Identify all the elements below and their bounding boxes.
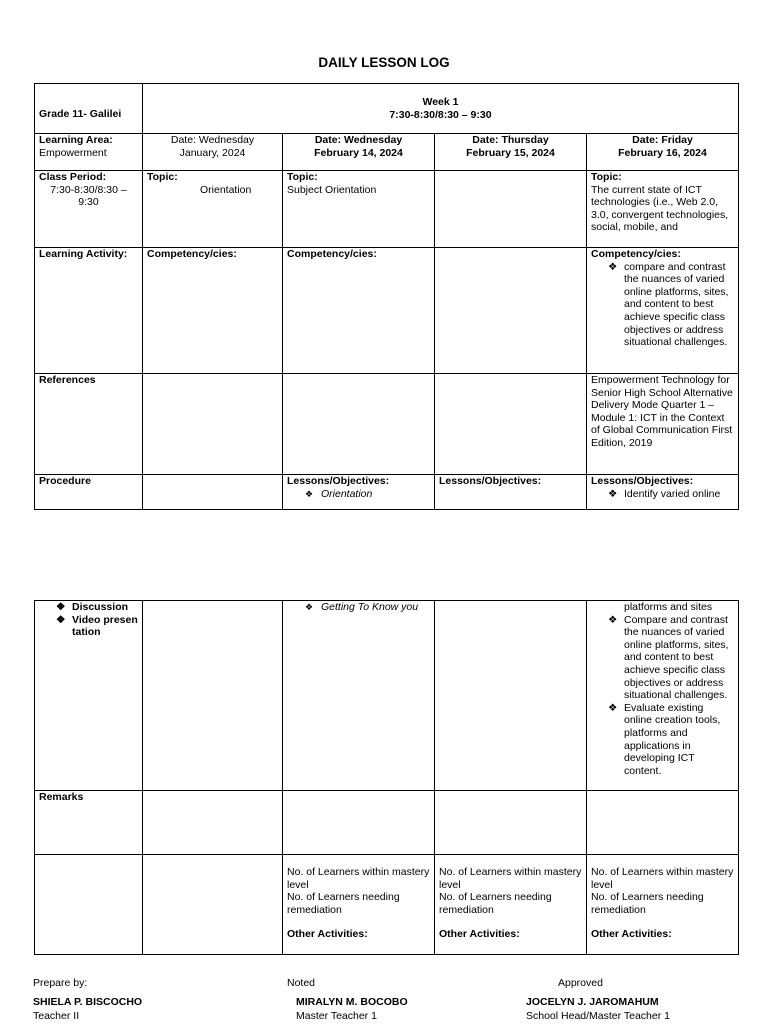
lessons-label: Lessons/Objectives: [591, 475, 694, 487]
procedure-label: Procedure [39, 475, 91, 487]
time-label: 7:30-8:30/8:30 – 9:30 [389, 108, 492, 121]
prepared-role: Teacher II [33, 1010, 80, 1022]
list-item [287, 488, 430, 501]
procedure-cell-4 [587, 475, 739, 510]
procedure-continued-row [35, 601, 739, 791]
procedure-cell-3 [435, 475, 587, 510]
noted-label: Noted [287, 977, 316, 989]
header-row [35, 84, 739, 134]
remarks-cell-1 [143, 791, 283, 855]
topic-label: Topic: [147, 171, 178, 183]
week-cell [143, 84, 739, 134]
list-item [39, 601, 138, 614]
other-activities-label: Other Activities: [287, 928, 368, 941]
method-text: Discussion [72, 601, 129, 613]
topic-row [35, 171, 739, 248]
reflection-cell-4 [587, 855, 739, 955]
topic-value: Subject Orientation [287, 183, 377, 196]
list-item [591, 488, 734, 501]
activity-row [35, 248, 739, 374]
references-cell-3 [435, 374, 587, 475]
procedure-cont-cell-4 [587, 601, 739, 791]
remediation-text: No. of Learners needing remediation [287, 891, 400, 916]
date-cell-3 [435, 134, 587, 171]
references-cell-1 [143, 374, 283, 475]
date-2-label: Date: Wednesday [314, 134, 403, 146]
references-cell-2 [283, 374, 435, 475]
procedure-row [35, 475, 739, 510]
method-list [39, 601, 138, 639]
date-cell-1 [143, 134, 283, 171]
approved-role: School Head/Master Teacher 1 [526, 1010, 670, 1022]
topic-cell-1 [143, 171, 283, 248]
page-title: DAILY LESSON LOG [318, 55, 450, 70]
procedure-cont-cell-3 [435, 601, 587, 791]
remarks-cell-3 [435, 791, 587, 855]
learning-activity-cell [35, 248, 143, 374]
remarks-cell-4 [587, 791, 739, 855]
remarks-label: Remarks [39, 791, 84, 803]
class-period-label: Class Period: [39, 171, 107, 183]
competency-list [591, 261, 734, 349]
objective-list [591, 614, 734, 778]
class-period-cell [35, 171, 143, 248]
noted-name: MIRALYN M. BOCOBO [296, 996, 408, 1008]
mastery-text: No. of Learners within mastery level [591, 866, 734, 891]
topic-label: Topic: [287, 171, 318, 183]
lessons-label: Lessons/Objectives: [439, 475, 542, 487]
topic-label: Topic: [591, 171, 622, 183]
competency-label: Competency/cies: [591, 248, 681, 260]
competency-label: Competency/cies: [147, 248, 237, 260]
competency-cell-3 [435, 248, 587, 374]
date-cell-2 [283, 134, 435, 171]
procedure-cont-cell-1 [143, 601, 283, 791]
four-diamond-bullet-icon: ❖ [305, 602, 314, 612]
diamond-bullet-icon: ❖ [56, 601, 66, 613]
date-3-label: Date: Thursday [472, 134, 549, 146]
date-1-value: January, 2024 [179, 146, 246, 159]
remediation-text: No. of Learners needing remediation [591, 891, 704, 916]
date-2-value: February 14, 2024 [314, 146, 403, 159]
competency-cell-4 [587, 248, 739, 374]
prepared-by-label: Prepare by: [33, 977, 88, 989]
reflection-cell-2 [283, 855, 435, 955]
approved-name: JOCELYN J. JAROMAHUM [526, 996, 659, 1008]
list-item [591, 614, 734, 702]
diamond-bullet-icon: ❖ [56, 613, 66, 626]
mastery-text: No. of Learners within mastery level [287, 866, 430, 891]
other-activities-label: Other Activities: [439, 928, 520, 941]
date-1-label: Date: Wednesday [170, 134, 255, 146]
grade-label: Grade 11- Galilei [39, 108, 122, 121]
reflection-cell-1 [143, 855, 283, 955]
topic-cell-2 [283, 171, 435, 248]
reflection-cell-3 [435, 855, 587, 955]
procedure-label-cell [35, 475, 143, 510]
references-label: References [39, 374, 96, 386]
reflection-label-cell [35, 855, 143, 955]
lesson-text: Identify varied online [624, 487, 721, 500]
mastery-text: No. of Learners within mastery level [439, 866, 582, 891]
prepared-name: SHIELA P. BISCOCHO [33, 996, 143, 1008]
lesson-text: platforms and sites [624, 601, 713, 613]
references-row [35, 374, 739, 475]
competency-text: compare and contrast the nuances of varied online platforms, sites, and content to best achieve specific class objectives or address situational challenges. [624, 260, 729, 349]
remarks-label-cell [35, 791, 143, 855]
objective-text: Compare and contrast the nuances of varied online platforms, sites, and content to best achieve specific class objectives or address situational challenges. [624, 613, 729, 702]
dates-row [35, 134, 739, 171]
date-cell-4 [587, 134, 739, 171]
competency-label: Competency/cies: [287, 248, 377, 260]
method-text: Video presentation [72, 613, 138, 639]
diamond-bullet-icon: ❖ [608, 487, 618, 500]
lessons-label: Lessons/Objectives: [287, 475, 390, 487]
references-value: Empowerment Technology for Senior High School Alternative Delivery Mode Quarter 1 – Module 1: ICT in the Context of Global Communication First Edition, 2019 [591, 374, 733, 449]
topic-cell-3 [435, 171, 587, 248]
lesson-text: Getting To Know you [321, 601, 419, 613]
learning-area-cell [35, 134, 143, 171]
procedure-cell-1 [143, 475, 283, 510]
topic-value: Orientation [200, 183, 252, 196]
class-period-value: 7:30-8:30/8:30 – 9:30 [50, 183, 127, 209]
list-item [591, 261, 734, 349]
competency-cell-1 [143, 248, 283, 374]
objective-text: Evaluate existing online creation tools, platforms and applications in developing ICT content. [624, 701, 721, 777]
learning-area-label: Learning Area: [39, 134, 113, 146]
procedure-cell-2 [283, 475, 435, 510]
topic-value: The current state of ICT technologies (i.e., Web 2.0, 3.0, convergent technologies, social, mobile, and [591, 183, 729, 234]
list-item [591, 702, 734, 778]
topic-cell-4 [587, 171, 739, 248]
other-activities-label: Other Activities: [591, 928, 672, 941]
diamond-bullet-icon: ❖ [608, 701, 618, 714]
diamond-bullet-icon: ❖ [608, 260, 618, 273]
reflection-row [35, 855, 739, 955]
list-item [287, 601, 430, 614]
lesson-text: Orientation [321, 487, 373, 500]
date-4-value: February 16, 2024 [618, 146, 707, 159]
remarks-cell-2 [283, 791, 435, 855]
learning-activity-label: Learning Activity: [39, 248, 128, 260]
procedure-method-cell [35, 601, 143, 791]
approved-label: Approved [558, 977, 603, 989]
procedure-cont-cell-2 [283, 601, 435, 791]
lesson-log-table-continued [34, 600, 739, 955]
grade-cell [35, 84, 143, 134]
date-3-value: February 15, 2024 [466, 146, 555, 159]
competency-cell-2 [283, 248, 435, 374]
learning-area-value: Empowerment [39, 146, 107, 159]
remediation-text: No. of Learners needing remediation [439, 891, 552, 916]
references-cell-4 [587, 374, 739, 475]
week-label: Week 1 [422, 95, 459, 108]
references-label-cell [35, 374, 143, 475]
noted-role: Master Teacher 1 [296, 1010, 377, 1022]
remarks-row [35, 791, 739, 855]
four-diamond-bullet-icon: ❖ [305, 488, 314, 499]
lesson-log-table [34, 83, 739, 510]
list-item [39, 614, 138, 639]
diamond-bullet-icon: ❖ [608, 613, 618, 626]
date-4-label: Date: Friday [632, 134, 693, 146]
